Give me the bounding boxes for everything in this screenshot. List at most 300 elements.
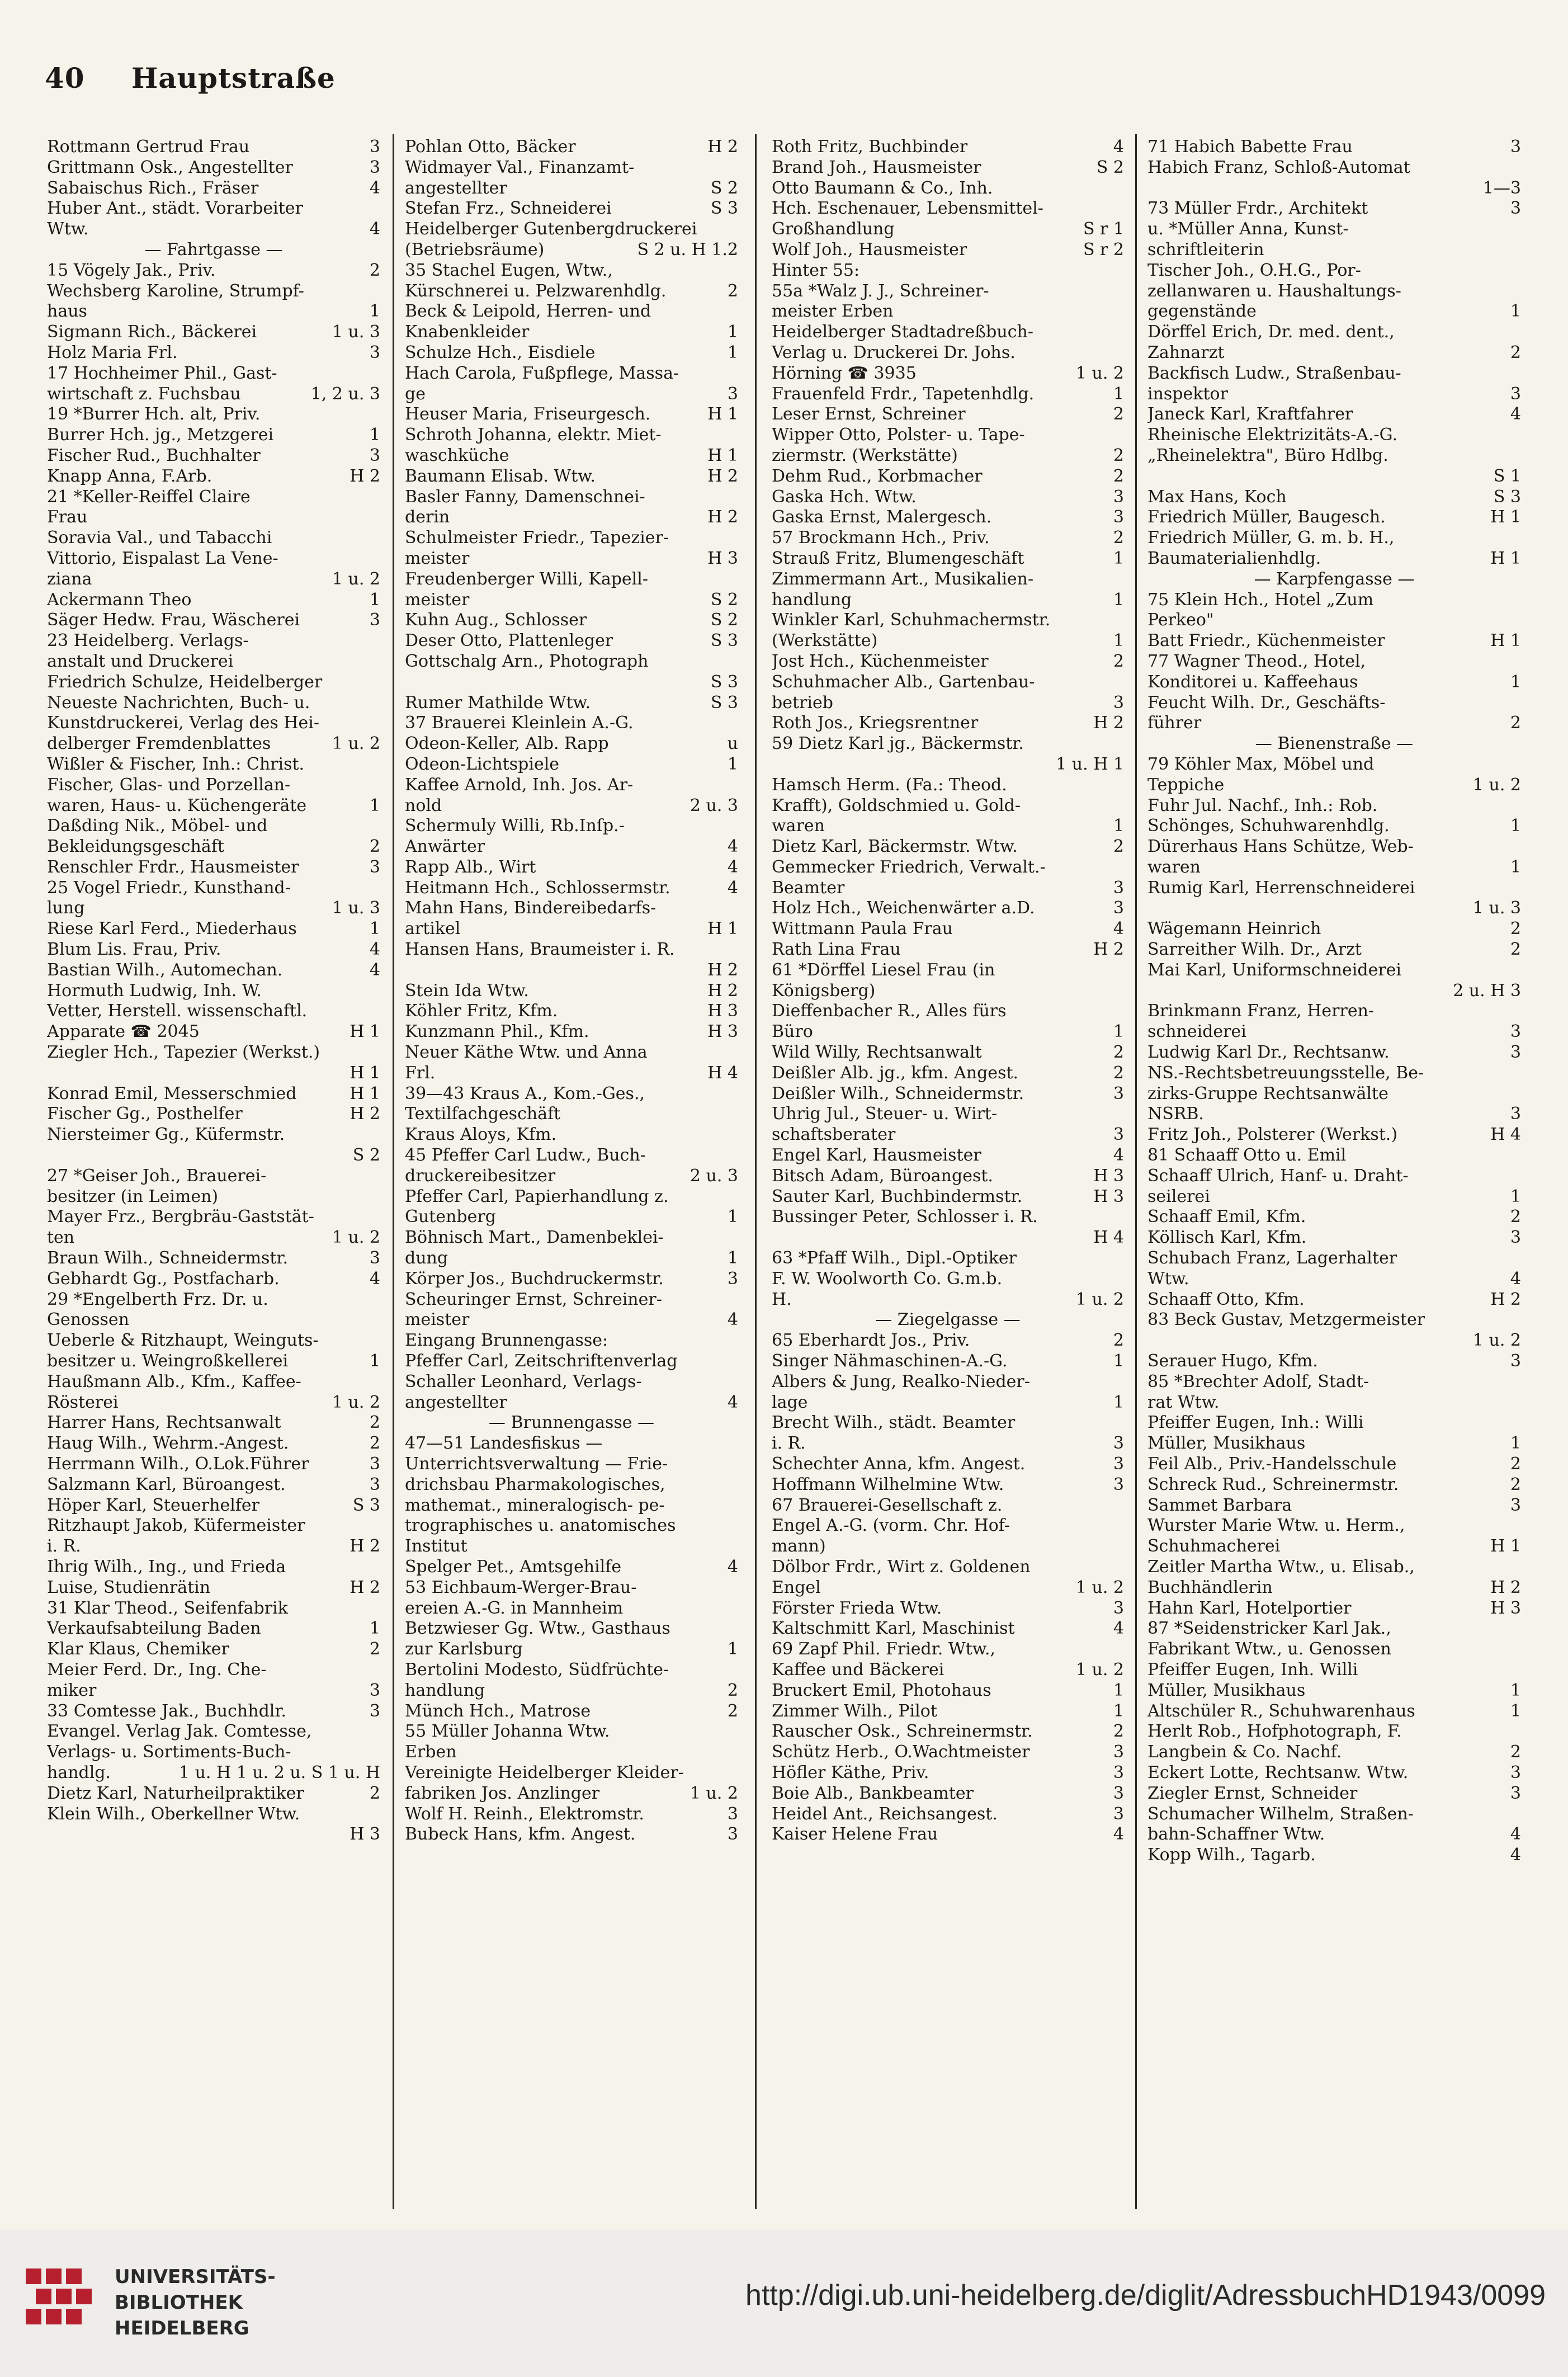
entry-text: Habich Franz, Schloß-Automat (1147, 157, 1410, 177)
directory-entry-line (405, 240, 738, 261)
entry-text: Bussinger Peter, Schlosser i. R. (772, 1207, 1038, 1227)
directory-entry-line (405, 734, 738, 754)
directory-entry-line (405, 1207, 738, 1228)
floor-reference: 1 (1113, 1351, 1124, 1371)
floor-reference: 1 (369, 589, 380, 610)
directory-entry-line (1147, 981, 1521, 1002)
entry-text: Backfisch Ludw., Straßenbau- (1147, 363, 1401, 383)
directory-entry-line (405, 981, 738, 1002)
floor-reference: H 3 (707, 1001, 738, 1021)
floor-reference: 3 (1510, 1104, 1521, 1124)
entry-text: 19 *Burrer Hch. alt, Priv. (47, 404, 261, 425)
directory-entry-line (1147, 322, 1521, 343)
directory-entry-line (405, 1043, 738, 1063)
floor-reference: 4 (727, 1392, 738, 1412)
floor-reference: 1 u. H 1 (1056, 754, 1124, 774)
directory-entry-line (405, 1331, 738, 1351)
directory-entry-line (1147, 1228, 1521, 1248)
entry-text: Rösterei (47, 1392, 119, 1412)
entry-text: Köhler Fritz, Kfm. (405, 1001, 558, 1021)
directory-entry-line (772, 1104, 1124, 1125)
entry-text: 85 *Brechter Adolf, Stadt- (1147, 1371, 1369, 1392)
entry-text: Ueberle & Ritzhaupt, Weinguts- (47, 1331, 319, 1351)
directory-entry-line (772, 672, 1124, 693)
floor-reference: 2 (1510, 1474, 1521, 1494)
page-header (45, 62, 1521, 106)
directory-entry-line (772, 1701, 1124, 1722)
directory-entry-line (47, 775, 380, 796)
floor-reference: 3 (727, 1824, 738, 1845)
floor-reference: 2 (1510, 713, 1521, 733)
entry-text: Sabaischus Rich., Fräser (47, 178, 259, 198)
entry-text: Dürerhaus Hans Schütze, Web- (1147, 837, 1414, 857)
directory-entry-line (47, 384, 380, 405)
directory-entry-line (405, 816, 738, 837)
entry-text: Ihrig Wilh., Ing., und Frieda (47, 1557, 286, 1577)
directory-entry-line (405, 940, 738, 960)
entry-text: ziana (47, 569, 92, 589)
directory-entry-line (47, 693, 380, 714)
street-separator (1147, 734, 1521, 754)
directory-entry-line (47, 1496, 380, 1516)
directory-entry-line (47, 816, 380, 837)
entry-text: Beamter (772, 878, 845, 898)
floor-reference: 1 (727, 342, 738, 362)
floor-reference: 2 (1113, 445, 1124, 465)
entry-text: Engel A.-G. (vorm. Chr. Hof- (772, 1516, 1010, 1536)
directory-entry-line (1147, 693, 1521, 714)
entry-text: Sarreither Wilh. Dr., Arzt (1147, 940, 1362, 960)
entry-text: — Bienenstraße — (1255, 734, 1414, 754)
entry-text: Friedrich Schulze, Heidelberger (47, 672, 323, 692)
floor-reference: 3 (1113, 1454, 1124, 1474)
directory-entry-line (405, 1536, 738, 1557)
directory-entry-line (1147, 158, 1521, 178)
directory-entry-line (405, 425, 738, 446)
entry-text: Max Hans, Koch (1147, 487, 1287, 507)
directory-entry-line (47, 1248, 380, 1269)
directory-entry-line (1147, 1207, 1521, 1228)
directory-entry-line (772, 1536, 1124, 1557)
entry-text: anstalt und Druckerei (47, 651, 234, 671)
directory-entry-line (405, 1187, 738, 1208)
entry-text: Zimmermann Art., Musikalien- (772, 569, 1034, 589)
floor-reference: 3 (1113, 1125, 1124, 1145)
floor-reference: H 3 (1093, 1166, 1124, 1186)
directory-entry-line (1147, 672, 1521, 693)
permalink-url[interactable]: http://digi.ub.uni-heidelberg.de/diglit/AdressbuchHD1943/0099 (745, 2279, 1546, 2312)
floor-reference: 3 (1510, 1783, 1521, 1803)
entry-text (1147, 981, 1448, 1002)
directory-entry-line (47, 569, 380, 590)
directory-entry-line (47, 1351, 380, 1372)
entry-text: Perkeo" (1147, 610, 1214, 630)
directory-entry-line (47, 940, 380, 960)
entry-text: 81 Schaaff Otto u. Emil (1147, 1145, 1347, 1166)
directory-entry-line (1147, 261, 1521, 281)
directory-entry-line (405, 199, 738, 219)
directory-entry-line (47, 590, 380, 611)
directory-entry-line (47, 898, 380, 919)
floor-reference: 1 (727, 1248, 738, 1268)
entry-text: ge (405, 384, 426, 404)
directory-entry-line (405, 1248, 738, 1269)
floor-reference: 3 (1510, 384, 1521, 404)
floor-reference: 1 u. 2 (1075, 1577, 1124, 1597)
floor-reference: 1 (1113, 1680, 1124, 1700)
floor-reference: S 2 (710, 178, 738, 198)
entry-text: Bitsch Adam, Büroangest. (772, 1166, 993, 1186)
entry-text: Institut (405, 1536, 467, 1557)
directory-entry-line (47, 1022, 380, 1043)
entry-text: Böhnisch Mart., Damenbeklei- (405, 1228, 664, 1248)
directory-entry-line (405, 1496, 738, 1516)
entry-text: u. *Müller Anna, Kunst- (1147, 219, 1349, 239)
directory-entry-line (772, 1681, 1124, 1701)
directory-entry-line (772, 1125, 1124, 1145)
floor-reference: 2 (1510, 342, 1521, 362)
directory-entry-line (47, 1722, 380, 1742)
entry-text: Dietz Karl, Naturheilpraktiker (47, 1783, 304, 1803)
floor-reference: 3 (1113, 1598, 1124, 1618)
entry-text: 35 Stachel Eugen, Wtw., (405, 260, 613, 280)
entry-text: Anwärter (405, 837, 485, 857)
entry-text: 55a *Walz J. J., Schreiner- (772, 281, 989, 301)
directory-entry-line (1147, 1784, 1521, 1804)
directory-entry-line (1147, 1516, 1521, 1536)
entry-text: meister (405, 589, 470, 610)
entry-text: Engel Karl, Hausmeister (772, 1145, 981, 1166)
entry-text: Pfeiffer Eugen, Inh.: Willi (1147, 1413, 1364, 1433)
entry-text: dung (405, 1248, 448, 1268)
entry-text: Strauß Fritz, Blumengeschäft (772, 548, 1024, 568)
floor-reference: 2 (1113, 1722, 1124, 1742)
directory-entry-line (772, 878, 1124, 899)
entry-text: Haußmann Alb., Kfm., Kaffee- (47, 1371, 301, 1392)
floor-reference: 1 u. 2 (1472, 1331, 1521, 1351)
floor-reference: 2 (1510, 1742, 1521, 1762)
entry-text: „Rheinelektra", Büro Hdlbg. (1147, 445, 1388, 465)
directory-entry-line (47, 487, 380, 508)
directory-entry-line (47, 1393, 380, 1413)
entry-text: Müller, Musikhaus (1147, 1433, 1306, 1454)
entry-text: 55 Müller Johanna Wtw. (405, 1722, 610, 1742)
entry-text: Büro (772, 1022, 813, 1042)
directory-entry-line (405, 343, 738, 364)
floor-reference: 3 (1510, 1351, 1521, 1371)
entry-text: Schubach Franz, Lagerhalter (1147, 1248, 1397, 1268)
directory-entry-line (1147, 1166, 1521, 1187)
floor-reference: 4 (369, 1268, 380, 1289)
directory-entry-line (1147, 1104, 1521, 1125)
directory-entry-line (1147, 137, 1521, 158)
directory-entry-line (772, 1043, 1124, 1063)
directory-entry-line (1147, 1413, 1521, 1433)
directory-entry-line (405, 281, 738, 302)
directory-entry-line (405, 610, 738, 631)
library-name-line: UNIVERSITÄTS- (115, 2266, 276, 2288)
entry-text: Fischer, Glas- und Porzellan- (47, 775, 291, 795)
directory-entry-line (772, 446, 1124, 466)
directory-entry-line (405, 466, 738, 487)
directory-entry-line (1147, 1824, 1521, 1845)
entry-text: Schuhmacher Alb., Gartenbau- (772, 672, 1035, 692)
entry-text: Luise, Studienrätin (47, 1577, 211, 1597)
directory-entry-line (47, 364, 380, 384)
floor-reference: 4 (1510, 1845, 1521, 1865)
entry-text: Basler Fanny, Damenschnei- (405, 487, 645, 507)
directory-entry-line (1147, 919, 1521, 940)
directory-entry-line (1147, 1001, 1521, 1022)
entry-text: NSRB. (1147, 1104, 1204, 1124)
floor-reference: 1 u. 2 (1472, 775, 1521, 795)
directory-entry-line (772, 404, 1124, 425)
directory-entry-line (1147, 1331, 1521, 1351)
directory-entry-line (772, 1413, 1124, 1433)
floor-reference: 2 u. 3 (689, 1166, 738, 1186)
entry-text: 29 *Engelberth Frz. Dr. u. (47, 1289, 268, 1309)
entry-text: Königsberg) (772, 980, 876, 1001)
directory-entry-line (772, 754, 1124, 775)
directory-entry-line (772, 199, 1124, 219)
floor-reference: 2 (1113, 528, 1124, 548)
entry-text: H. (772, 1289, 792, 1309)
directory-entry-line (47, 1187, 380, 1208)
entry-text: Serauer Hugo, Kfm. (1147, 1351, 1318, 1371)
directory-entry-line (772, 1619, 1124, 1639)
directory-entry-line (47, 1433, 380, 1454)
floor-reference: S 2 (710, 610, 738, 630)
floor-reference: 1 u. 2 (689, 1783, 738, 1803)
directory-entry-line (772, 1145, 1124, 1166)
directory-entry-line (1147, 466, 1521, 487)
directory-entry-line (1147, 960, 1521, 981)
directory-entry-line (405, 1290, 738, 1310)
directory-entry-line (772, 652, 1124, 672)
floor-reference: 2 (1113, 837, 1124, 857)
directory-entry-line (405, 631, 738, 652)
entry-text: Deißler Alb. jg., kfm. Angest. (772, 1063, 1019, 1083)
directory-entry-line (772, 137, 1124, 158)
entry-text: Wittmann Paula Frau (772, 919, 953, 939)
entry-text: Odeon-Lichtspiele (405, 754, 560, 774)
viewer-footer (0, 2229, 1568, 2377)
entry-text: Betzwieser Gg. Wtw., Gasthaus (405, 1619, 670, 1639)
entry-text: Fuhr Jul. Nachf., Inh.: Rob. (1147, 795, 1378, 815)
directory-entry-line (47, 652, 380, 672)
entry-text: handlung (405, 1680, 485, 1700)
entry-text: 15 Vögely Jak., Priv. (47, 260, 216, 280)
directory-entry-line (1147, 549, 1521, 569)
entry-text: ziermstr. (Werkstätte) (772, 445, 958, 465)
entry-text: Herrmann Wilh., O.Lok.Führer (47, 1454, 309, 1474)
entry-text: Deser Otto, Plattenleger (405, 631, 613, 651)
directory-entry-line (1147, 1310, 1521, 1331)
directory-entry-line (405, 1310, 738, 1331)
entry-text: Verlag u. Druckerei Dr. Johs. (772, 342, 1016, 362)
entry-text: Burrer Hch. jg., Metzgerei (47, 425, 274, 445)
entry-text: Frl. (405, 1063, 436, 1083)
directory-entry-line (772, 1742, 1124, 1763)
entry-text: Teppiche (1147, 775, 1225, 795)
directory-entry-line (405, 898, 738, 919)
directory-entry-line (47, 322, 380, 343)
directory-entry-line (1147, 1619, 1521, 1639)
directory-entry-line (772, 796, 1124, 817)
directory-entry-line (405, 1763, 738, 1784)
entry-text: Schulze Hch., Eisdiele (405, 342, 596, 362)
floor-reference: H 2 (707, 980, 738, 1001)
entry-text: Ackermann Theo (47, 589, 192, 610)
entry-text: NS.-Rechtsbetreuungsstelle, Be- (1147, 1063, 1424, 1083)
directory-entry-line (772, 857, 1124, 878)
directory-entry-line (405, 1351, 738, 1372)
floor-reference: 4 (1510, 404, 1521, 425)
entry-text: Frau (47, 507, 88, 527)
floor-reference: 1 u. 2 (332, 1392, 380, 1412)
entry-text: Ritzhaupt Jakob, Küfermeister (47, 1516, 305, 1536)
entry-text: Gaska Hch. Wtw. (772, 487, 917, 507)
floor-reference: 1 (727, 754, 738, 774)
directory-entry-line (405, 1701, 738, 1722)
directory-entry-line (1147, 898, 1521, 919)
entry-text: 83 Beck Gustav, Metzgermeister (1147, 1310, 1425, 1330)
floor-reference: 3 (1113, 487, 1124, 507)
directory-entry-line (47, 1413, 380, 1433)
directory-entry-line (1147, 1722, 1521, 1742)
floor-reference: 4 (1510, 1824, 1521, 1845)
floor-reference: 1 (1510, 857, 1521, 877)
entry-text: Winkler Karl, Schuhmachermstr. (772, 610, 1051, 630)
floor-reference: 3 (369, 1701, 380, 1721)
entry-text: 57 Brockmann Hch., Priv. (772, 528, 990, 548)
entry-text: 61 *Dörffel Liesel Frau (in (772, 960, 995, 980)
entry-text: 73 Müller Frdr., Architekt (1147, 199, 1368, 219)
floor-reference: S 3 (710, 199, 738, 219)
floor-reference: 1 u. 3 (1472, 898, 1521, 918)
floor-reference: 1 (369, 795, 380, 815)
floor-reference: 2 (727, 1701, 738, 1721)
entry-text: betrieb (772, 692, 833, 713)
directory-entry-line (47, 301, 380, 322)
entry-text: schneiderei (1147, 1022, 1246, 1042)
library-name-line: BIBLIOTHEK (115, 2291, 243, 2314)
directory-entry-line (1147, 507, 1521, 528)
entry-text: 37 Brauerei Kleinlein A.-G. (405, 713, 634, 733)
directory-entry-line (1147, 343, 1521, 364)
entry-text: waschküche (405, 445, 509, 465)
directory-entry-line (405, 158, 738, 178)
directory-entry-line (1147, 837, 1521, 857)
directory-entry-line (47, 672, 380, 693)
directory-entry-line (47, 1331, 380, 1351)
directory-entry-line (1147, 1433, 1521, 1454)
entry-text: fabriken Jos. Anzlinger (405, 1783, 600, 1803)
directory-entry-line (405, 1454, 738, 1475)
directory-entry-line (47, 1639, 380, 1660)
entry-text: Salzmann Karl, Büroangest. (47, 1474, 286, 1494)
floor-reference: 3 (1113, 1742, 1124, 1762)
entry-text: — Brunnengasse — (488, 1413, 655, 1433)
floor-reference: H 3 (350, 1824, 380, 1845)
directory-entry-line (772, 1578, 1124, 1598)
directory-entry-line (405, 178, 738, 199)
directory-entry-line (1147, 796, 1521, 817)
entry-text: Riese Karl Ferd., Miederhaus (47, 919, 297, 939)
floor-reference: 2 (1510, 1207, 1521, 1227)
floor-reference: H 1 (1490, 1536, 1521, 1557)
floor-reference: 1 (727, 1639, 738, 1659)
entry-text: 79 Köhler Max, Möbel und (1147, 754, 1375, 774)
entry-text: Fischer Rud., Buchhalter (47, 445, 261, 465)
entry-text: Brecht Wilh., städt. Beamter (772, 1413, 1016, 1433)
entry-text: Feucht Wilh. Dr., Geschäfts- (1147, 692, 1386, 713)
entry-text: zirks-Gruppe Rechtsanwälte (1147, 1083, 1388, 1103)
directory-entry-line (47, 343, 380, 364)
entry-text: 87 *Seidenstricker Karl Jak., (1147, 1619, 1391, 1639)
entry-text: Vetter, Herstell. wissenschaftl. (47, 1001, 308, 1021)
entry-text: Wechsberg Karoline, Strumpf- (47, 281, 304, 301)
directory-entry-line (405, 754, 738, 775)
entry-text: Scheuringer Ernst, Schreiner- (405, 1289, 662, 1309)
directory-entry-line (772, 1433, 1124, 1454)
floor-reference: H 2 (350, 1536, 380, 1557)
entry-text: Säger Hedw. Frau, Wäscherei (47, 610, 300, 630)
floor-reference: 1 u. 2 (1075, 363, 1124, 383)
entry-text: Schaaff Emil, Kfm. (1147, 1207, 1306, 1227)
floor-reference: 2 (1113, 651, 1124, 671)
directory-entry-line (772, 281, 1124, 302)
directory-entry-line (772, 610, 1124, 631)
directory-entry-line (405, 1619, 738, 1639)
directory-entry-line (1147, 775, 1521, 796)
floor-reference: 1 (1113, 631, 1124, 651)
floor-reference: 3 (1113, 1474, 1124, 1494)
directory-entry-line (47, 1228, 380, 1248)
floor-reference: 1 u. 2 (332, 734, 380, 754)
entry-text: Rauscher Osk., Schreinermstr. (772, 1722, 1033, 1742)
directory-entry-line (1147, 816, 1521, 837)
entry-text: 45 Pfeffer Carl Ludw., Buch- (405, 1145, 646, 1166)
entry-text: Dieffenbacher R., Alles fürs (772, 1001, 1007, 1021)
directory-entry-line (47, 878, 380, 899)
entry-text: Rumer Mathilde Wtw. (405, 692, 591, 713)
floor-reference: 3 (369, 610, 380, 630)
floor-reference: 4 (369, 219, 380, 239)
entry-text: Otto Baumann & Co., Inh. (772, 178, 993, 198)
directory-entry-line (405, 713, 738, 734)
directory-entry-line (47, 1701, 380, 1722)
entry-text: — Ziegelgasse — (875, 1310, 1021, 1330)
floor-reference: 3 (369, 137, 380, 157)
floor-reference: 4 (1113, 1619, 1124, 1639)
entry-text: Höfler Käthe, Priv. (772, 1762, 929, 1782)
directory-entry-line (772, 775, 1124, 796)
directory-entry-line (405, 1145, 738, 1166)
floor-reference: H 1 (707, 404, 738, 425)
entry-text: waren (772, 816, 825, 836)
floor-reference: 2 (1510, 940, 1521, 960)
entry-text (405, 960, 703, 981)
entry-text: Kunzmann Phil., Kfm. (405, 1022, 589, 1042)
entry-text: drichsbau Pharmakologisches, (405, 1474, 665, 1494)
floor-reference: H 1 (707, 919, 738, 939)
directory-entry-line (1147, 1578, 1521, 1598)
entry-text: Roth Fritz, Buchbinder (772, 137, 968, 157)
floor-reference: 4 (369, 178, 380, 198)
entry-text: Holz Hch., Weichenwärter a.D. (772, 898, 1035, 918)
entry-text: Freudenberger Willi, Kapell- (405, 569, 648, 589)
